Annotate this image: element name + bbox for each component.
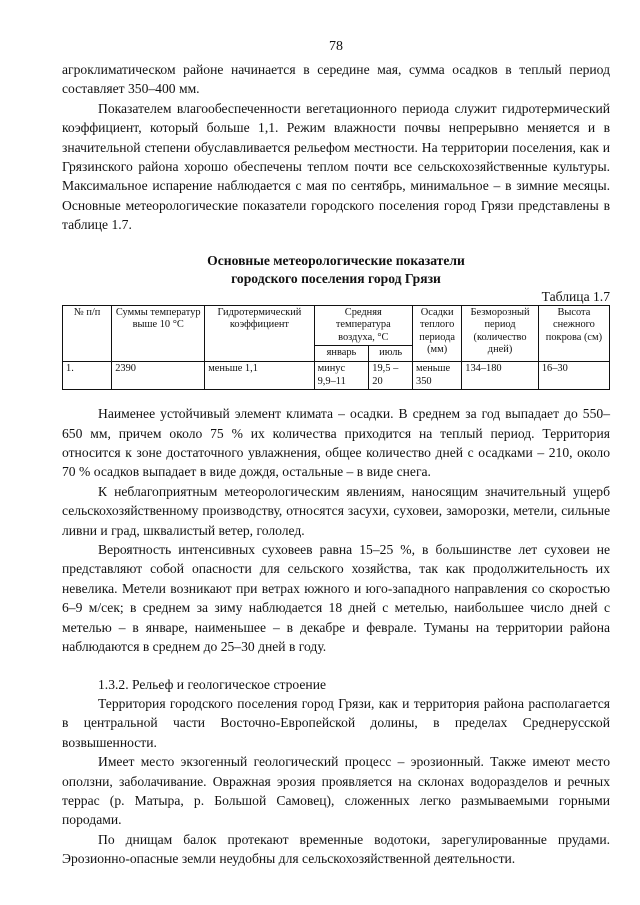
table-label: Таблица 1.7 [541,288,610,304]
table-title-line-1: Основные метеорологические показатели [207,252,465,268]
cell-frost-free: 134–180 [462,362,539,390]
header-temperature-sum: Суммы температур выше 10 °С [112,305,205,361]
cell-temperature-sum: 2390 [112,362,205,390]
section-heading: 1.3.2. Рельеф и геологическое строение [98,676,327,692]
header-snow-depth: Высота снежного покрова (см) [538,305,609,361]
header-avg-temperature: Средняя температура воздуха, °С [314,305,412,346]
paragraph-1: агроклиматическом районе начинается в середине мая, сумма осадков в теплый период составляет 350–400 мм. [62,62,610,97]
table-header-row [63,305,610,346]
header-july: июль [369,346,413,362]
document-page [62,38,610,869]
table-row [63,362,610,390]
paragraph-5: Вероятность интенсивных суховеев равна 15–25 %, в большинстве лет суховеи не представляют собой опасности для сельского хозяйства, так как продолжительность их невелика. Метели возникают при ветрах южного и юго-западного направления со скоростью 6–9 м/сек; в среднем за зиму наблюдается 18 дней с метелью, наибольшее число дней с метелью – в январе, наименьшее – в декабре и феврале. Туманы на территории района наблюдаются в среднем до 25–30 дней в году. [62,542,610,655]
cell-january: минус 9,9–11 [314,362,369,390]
header-january: январь [314,346,369,362]
cell-precipitation: меньше 350 [413,362,462,390]
header-frost-free: Безморозный период (количество дней) [462,305,539,361]
table-title-line-2: городского поселения город Грязи [231,270,441,286]
header-number: № п/п [63,305,112,361]
paragraph-6: Территория городского поселения город Грязи, как и территория района располагается в центральной части Восточно-Европейской долины, в пределах Среднерусской возвышенности. [62,695,610,750]
paragraph-4: К неблагоприятным метеорологическим явлениям, наносящим значительный ущерб сельскохозяйственному производству, относятся засухи, суховеи, заморозки, метели, сильные ливни и град, шквалистый ветер, гололед. [62,483,610,538]
table-title [62,252,610,288]
cell-snow-depth: 16–30 [538,362,609,390]
header-precipitation: Осадки теплого периода (мм) [413,305,462,361]
paragraph-7: Имеет место экзогенный геологический процесс – эрозионный. Также имеют место оползни, заболачивание. Овражная эрозия проявляется на склонах водоразделов и речных террас (р. Матыра, р. Большой Самовец), сложенных легко размываемыми горными породами. [62,754,610,828]
cell-number: 1. [63,362,112,390]
meteorology-table [62,305,610,391]
header-hydrothermal: Гидротермический коэффициент [205,305,314,361]
paragraph-8: По днищам балок протекают временные водотоки, зарегулированные прудами. Эрозионно-опасные земли неудобны для сельскохозяйственной деятельности. [62,831,610,867]
cell-hydrothermal: меньше 1,1 [205,362,314,390]
page-number: 78 [329,39,343,54]
cell-july: 19,5 – 20 [369,362,413,390]
paragraph-3: Наименее устойчивый элемент климата – осадки. В среднем за год выпадает до 550–650 мм, причем около 75 % их количества приходится на теплый период. Территория относится к зоне достаточного увлажнения, общее количество дней с осадками – 210, около 70 % осадков выпадает в виде дождя, остальные – в виде снега. [62,406,610,480]
paragraph-2: Показателем влагообеспеченности вегетационного периода служит гидротермический коэффициент, который больше 1,1. Режим влажности почвы непрерывно меняется и в значительной степени обуславливается рельефом местности. На территории поселения, как и Грязинского района хорошо обеспечены теплом почти все сельскохозяйственные культуры. Максимальное испарение наблюдается с мая по сентябрь, минимальное – в зимние месяцы. Основные метеорологические показатели городского поселения город Грязи представлены в таблице 1.7. [62,100,610,233]
